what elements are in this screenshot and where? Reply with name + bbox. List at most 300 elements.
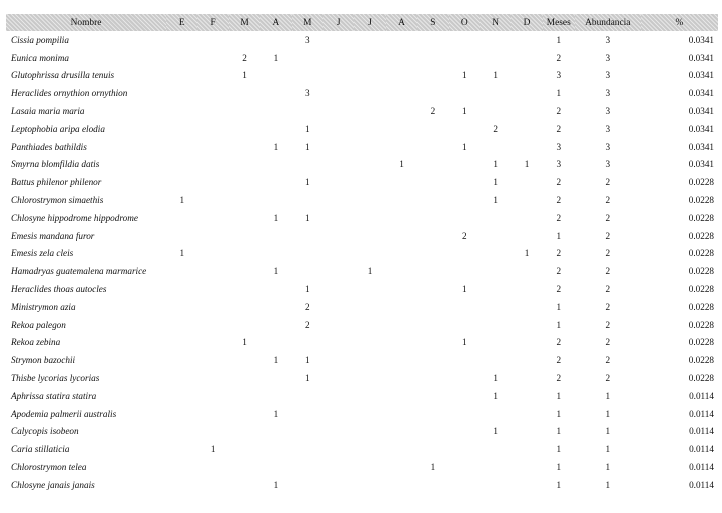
month-count-cell: [511, 316, 542, 334]
month-count-cell: [229, 351, 260, 369]
species-name-cell: Caria stillaticia: [11, 444, 70, 455]
month-count-cell: [480, 209, 511, 227]
column-header-month: D: [511, 14, 542, 31]
month-count-cell: [417, 31, 448, 49]
abundancia-cell: 1: [605, 390, 611, 401]
month-count-cell: [354, 67, 385, 85]
month-count-cell: [480, 138, 511, 156]
month-count-cell: [417, 49, 448, 67]
month-count-cell: [260, 316, 291, 334]
month-count-cell: [197, 120, 228, 138]
table-row: [6, 227, 718, 245]
month-count-cell: [354, 298, 385, 316]
month-count-cell: [260, 369, 291, 387]
month-count-cell: 1: [273, 212, 279, 223]
month-count-cell: [197, 245, 228, 263]
month-count-cell: [449, 173, 480, 191]
month-count-cell: [480, 458, 511, 476]
month-count-cell: [197, 423, 228, 441]
month-count-cell: [386, 84, 417, 102]
month-count-cell: [292, 440, 323, 458]
month-count-cell: [197, 191, 228, 209]
month-count-cell: [260, 191, 291, 209]
column-header-month: N: [480, 14, 511, 31]
table-row: [6, 440, 718, 458]
month-count-cell: [166, 476, 197, 494]
month-count-cell: 1: [273, 266, 279, 277]
month-count-cell: [229, 423, 260, 441]
month-count-cell: [260, 387, 291, 405]
abundancia-cell: 3: [605, 106, 611, 117]
month-count-cell: [449, 423, 480, 441]
table-row: [6, 120, 718, 138]
abundancia-cell: 1: [605, 479, 611, 490]
month-count-cell: [260, 67, 291, 85]
month-count-cell: [417, 262, 448, 280]
month-count-cell: [197, 316, 228, 334]
table-row: [6, 280, 718, 298]
percent-cell: 0.0228: [688, 195, 714, 206]
meses-cell: 1: [556, 319, 562, 330]
month-count-cell: [354, 245, 385, 263]
month-count-cell: 1: [461, 284, 467, 295]
month-count-cell: [386, 476, 417, 494]
month-count-cell: 1: [461, 106, 467, 117]
month-count-cell: [323, 334, 354, 352]
month-count-cell: 1: [493, 70, 498, 81]
month-count-cell: [480, 476, 511, 494]
month-count-cell: [386, 67, 417, 85]
column-header-meses: Meses: [543, 14, 575, 31]
table-row: [6, 67, 718, 85]
species-name-cell: Battus philenor philenor: [11, 177, 102, 188]
month-count-cell: [480, 298, 511, 316]
species-name-cell: Thisbe lycorias lycorias: [11, 373, 100, 384]
month-count-cell: [449, 209, 480, 227]
species-name-cell: Chlosyne janais janais: [11, 479, 95, 490]
month-count-cell: [417, 227, 448, 245]
month-count-cell: 1: [179, 248, 185, 259]
month-count-cell: [197, 351, 228, 369]
species-name-cell: Smyrna blomfildia datis: [11, 159, 100, 170]
month-count-cell: [166, 156, 197, 174]
percent-cell: 0.0114: [689, 462, 714, 473]
month-count-cell: [323, 369, 354, 387]
meses-cell: 2: [556, 284, 562, 295]
month-count-cell: [197, 227, 228, 245]
month-count-cell: [449, 298, 480, 316]
month-count-cell: [511, 227, 542, 245]
month-count-cell: [166, 458, 197, 476]
month-count-cell: [260, 440, 291, 458]
abundancia-cell: 2: [605, 355, 611, 366]
percent-cell: 0.0228: [688, 373, 714, 384]
month-count-cell: [386, 120, 417, 138]
month-count-cell: [386, 173, 417, 191]
month-count-cell: 1: [493, 159, 498, 170]
month-count-cell: [511, 138, 542, 156]
month-count-cell: [260, 31, 291, 49]
meses-cell: 2: [556, 52, 562, 63]
meses-cell: 2: [556, 248, 562, 259]
table-row: [6, 102, 718, 120]
month-count-cell: [229, 476, 260, 494]
month-count-cell: 1: [273, 52, 279, 63]
table-row: [6, 316, 718, 334]
month-count-cell: [449, 262, 480, 280]
meses-cell: 2: [556, 266, 562, 277]
month-count-cell: [229, 280, 260, 298]
month-count-cell: [166, 369, 197, 387]
month-count-cell: [511, 423, 542, 441]
percent-cell: 0.0228: [688, 284, 714, 295]
meses-cell: 1: [556, 462, 562, 473]
percent-cell: 0.0341: [688, 70, 714, 81]
percent-cell: 0.0341: [688, 52, 714, 63]
month-count-cell: [323, 227, 354, 245]
meses-cell: 2: [556, 195, 562, 206]
month-count-cell: [417, 369, 448, 387]
month-count-cell: [354, 138, 385, 156]
month-count-cell: [480, 49, 511, 67]
species-name-cell: Heraclides ornythion ornythion: [11, 88, 128, 99]
abundancia-cell: 2: [605, 319, 611, 330]
month-count-cell: [197, 387, 228, 405]
column-header-month: J: [354, 14, 385, 31]
table-row: [6, 84, 718, 102]
column-header-month: O: [449, 14, 480, 31]
month-count-cell: [354, 369, 385, 387]
month-count-cell: [511, 84, 542, 102]
month-count-cell: [386, 280, 417, 298]
species-abundance-table-container: [6, 14, 718, 494]
month-count-cell: [511, 49, 542, 67]
month-count-cell: [292, 49, 323, 67]
month-count-cell: [417, 423, 448, 441]
meses-cell: 1: [556, 479, 562, 490]
meses-cell: 2: [556, 212, 562, 223]
month-count-cell: [449, 405, 480, 423]
month-count-cell: [511, 387, 542, 405]
month-count-cell: [417, 245, 448, 263]
month-count-cell: [323, 156, 354, 174]
month-count-cell: [449, 191, 480, 209]
month-count-cell: [354, 458, 385, 476]
month-count-cell: 1: [493, 390, 498, 401]
table-row: [6, 476, 718, 494]
table-row: [6, 156, 718, 174]
month-count-cell: [229, 31, 260, 49]
month-count-cell: [323, 138, 354, 156]
month-count-cell: 2: [305, 319, 310, 330]
month-count-cell: [480, 84, 511, 102]
meses-cell: 2: [556, 337, 562, 348]
species-name-cell: Aphrissa statira statira: [11, 390, 97, 401]
abundancia-cell: 2: [605, 248, 611, 259]
month-count-cell: [449, 440, 480, 458]
month-count-cell: [511, 405, 542, 423]
month-count-cell: [480, 351, 511, 369]
month-count-cell: [449, 369, 480, 387]
species-name-cell: Heraclides thoas autocles: [11, 284, 107, 295]
month-count-cell: [511, 102, 542, 120]
month-count-cell: [323, 84, 354, 102]
species-name-cell: Chlosyne hippodrome hippodrome: [11, 212, 138, 223]
month-count-cell: [354, 49, 385, 67]
abundancia-cell: 2: [605, 301, 611, 312]
month-count-cell: [417, 298, 448, 316]
month-count-cell: 1: [305, 373, 310, 384]
abundancia-cell: 1: [605, 408, 611, 419]
month-count-cell: [386, 245, 417, 263]
meses-cell: 3: [556, 70, 562, 81]
meses-cell: 2: [556, 355, 562, 366]
percent-cell: 0.0228: [688, 177, 714, 188]
table-row: [6, 173, 718, 191]
month-count-cell: [166, 67, 197, 85]
month-count-cell: [292, 227, 323, 245]
month-count-cell: [323, 476, 354, 494]
meses-cell: 1: [556, 408, 562, 419]
month-count-cell: [511, 209, 542, 227]
species-name-cell: Hamadryas guatemalena marmarice: [11, 266, 147, 277]
month-count-cell: [354, 227, 385, 245]
percent-cell: 0.0228: [688, 301, 714, 312]
month-count-cell: [323, 245, 354, 263]
month-count-cell: [166, 102, 197, 120]
month-count-cell: 1: [273, 355, 279, 366]
month-count-cell: [354, 316, 385, 334]
month-count-cell: [229, 458, 260, 476]
month-count-cell: [229, 156, 260, 174]
month-count-cell: [354, 387, 385, 405]
table-row: [6, 334, 718, 352]
month-count-cell: [292, 405, 323, 423]
abundancia-cell: 3: [605, 52, 611, 63]
abundancia-cell: 2: [605, 212, 611, 223]
month-count-cell: 1: [493, 373, 498, 384]
month-count-cell: [354, 351, 385, 369]
month-count-cell: [480, 102, 511, 120]
month-count-cell: [323, 423, 354, 441]
month-count-cell: [292, 102, 323, 120]
month-count-cell: 1: [242, 337, 247, 348]
month-count-cell: 1: [242, 70, 247, 81]
meses-cell: 2: [556, 373, 562, 384]
month-count-cell: [354, 102, 385, 120]
month-count-cell: [354, 440, 385, 458]
month-count-cell: [197, 334, 228, 352]
month-count-cell: [323, 387, 354, 405]
month-count-cell: [166, 351, 197, 369]
month-count-cell: [197, 458, 228, 476]
column-header-month: A: [260, 14, 291, 31]
month-count-cell: [197, 102, 228, 120]
month-count-cell: [511, 334, 542, 352]
month-count-cell: [323, 173, 354, 191]
month-count-cell: [260, 458, 291, 476]
table-header-row: [6, 14, 718, 31]
month-count-cell: [197, 369, 228, 387]
month-count-cell: 1: [210, 444, 216, 455]
month-count-cell: [229, 84, 260, 102]
table-row: [6, 351, 718, 369]
month-count-cell: [323, 209, 354, 227]
abundancia-cell: 3: [605, 123, 611, 134]
table-row: [6, 31, 718, 49]
month-count-cell: [511, 173, 542, 191]
month-count-cell: [386, 423, 417, 441]
month-count-cell: [323, 120, 354, 138]
month-count-cell: 1: [461, 337, 467, 348]
month-count-cell: [480, 405, 511, 423]
percent-cell: 0.0341: [688, 34, 714, 45]
month-count-cell: [229, 245, 260, 263]
species-name-cell: Eunica monima: [11, 52, 69, 63]
column-header-abundancia: Abundancia: [575, 14, 641, 31]
month-count-cell: 2: [242, 52, 247, 63]
month-count-cell: [386, 102, 417, 120]
month-count-cell: 3: [305, 34, 310, 45]
month-count-cell: [449, 458, 480, 476]
month-count-cell: [480, 440, 511, 458]
month-count-cell: [417, 405, 448, 423]
month-count-cell: [292, 245, 323, 263]
month-count-cell: [417, 316, 448, 334]
month-count-cell: [229, 102, 260, 120]
month-count-cell: [480, 227, 511, 245]
month-count-cell: [449, 476, 480, 494]
month-count-cell: [449, 49, 480, 67]
month-count-cell: [197, 405, 228, 423]
month-count-cell: [197, 49, 228, 67]
month-count-cell: [417, 156, 448, 174]
meses-cell: 1: [556, 301, 562, 312]
month-count-cell: [417, 476, 448, 494]
abundancia-cell: 1: [605, 462, 611, 473]
month-count-cell: [417, 138, 448, 156]
month-count-cell: [417, 67, 448, 85]
percent-cell: 0.0228: [688, 319, 714, 330]
month-count-cell: [386, 458, 417, 476]
month-count-cell: [354, 334, 385, 352]
month-count-cell: 2: [430, 106, 436, 117]
meses-cell: 2: [556, 106, 562, 117]
month-count-cell: [292, 423, 323, 441]
month-count-cell: [511, 440, 542, 458]
month-count-cell: [229, 298, 260, 316]
month-count-cell: [229, 191, 260, 209]
meses-cell: 1: [556, 88, 562, 99]
month-count-cell: [229, 440, 260, 458]
month-count-cell: [511, 351, 542, 369]
month-count-cell: 1: [305, 141, 310, 152]
table-row: [6, 49, 718, 67]
percent-cell: 0.0228: [688, 212, 714, 223]
percent-cell: 0.0228: [688, 230, 714, 241]
month-count-cell: [166, 316, 197, 334]
month-count-cell: [166, 280, 197, 298]
month-count-cell: [449, 351, 480, 369]
table-body: [6, 31, 718, 494]
month-count-cell: [292, 476, 323, 494]
month-count-cell: [260, 280, 291, 298]
month-count-cell: [511, 369, 542, 387]
month-count-cell: [449, 156, 480, 174]
percent-cell: 0.0341: [688, 123, 714, 134]
month-count-cell: [480, 245, 511, 263]
column-header-month: E: [166, 14, 197, 31]
month-count-cell: 1: [305, 123, 310, 134]
month-count-cell: [386, 49, 417, 67]
month-count-cell: [417, 387, 448, 405]
month-count-cell: [386, 440, 417, 458]
month-count-cell: [323, 316, 354, 334]
month-count-cell: 2: [461, 230, 467, 241]
table-row: [6, 458, 718, 476]
species-abundance-table: [6, 14, 718, 494]
month-count-cell: [354, 280, 385, 298]
month-count-cell: [229, 369, 260, 387]
month-count-cell: [417, 440, 448, 458]
month-count-cell: 1: [493, 195, 498, 206]
month-count-cell: [166, 31, 197, 49]
species-name-cell: Glutophrissa drusilla tenuis: [11, 70, 115, 81]
month-count-cell: [449, 31, 480, 49]
month-count-cell: [260, 156, 291, 174]
percent-cell: 0.0341: [688, 106, 714, 117]
month-count-cell: [229, 387, 260, 405]
table-row: [6, 423, 718, 441]
month-count-cell: [166, 440, 197, 458]
percent-cell: 0.0341: [688, 159, 714, 170]
month-count-cell: [480, 31, 511, 49]
species-name-cell: Emesis mandana furor: [11, 230, 95, 241]
month-count-cell: [166, 49, 197, 67]
month-count-cell: [386, 262, 417, 280]
month-count-cell: 1: [273, 141, 279, 152]
percent-cell: 0.0228: [688, 337, 714, 348]
month-count-cell: [229, 227, 260, 245]
month-count-cell: [166, 387, 197, 405]
month-count-cell: [166, 423, 197, 441]
month-count-cell: [292, 334, 323, 352]
species-name-cell: Chlorostrymon simaethis: [11, 195, 104, 206]
meses-cell: 1: [556, 34, 562, 45]
meses-cell: 1: [556, 390, 562, 401]
month-count-cell: [386, 209, 417, 227]
month-count-cell: [480, 262, 511, 280]
month-count-cell: [323, 458, 354, 476]
month-count-cell: [229, 262, 260, 280]
month-count-cell: [386, 351, 417, 369]
month-count-cell: [511, 191, 542, 209]
month-count-cell: 1: [179, 195, 185, 206]
month-count-cell: [166, 173, 197, 191]
month-count-cell: [511, 298, 542, 316]
month-count-cell: [323, 102, 354, 120]
meses-cell: 2: [556, 177, 562, 188]
month-count-cell: 1: [493, 177, 498, 188]
abundancia-cell: 3: [605, 141, 611, 152]
month-count-cell: [260, 173, 291, 191]
percent-cell: 0.0228: [688, 355, 714, 366]
abundancia-cell: 2: [605, 177, 611, 188]
month-count-cell: [323, 262, 354, 280]
species-name-cell: Chlorostrymon telea: [11, 462, 87, 473]
month-count-cell: 1: [305, 212, 310, 223]
month-count-cell: [386, 138, 417, 156]
